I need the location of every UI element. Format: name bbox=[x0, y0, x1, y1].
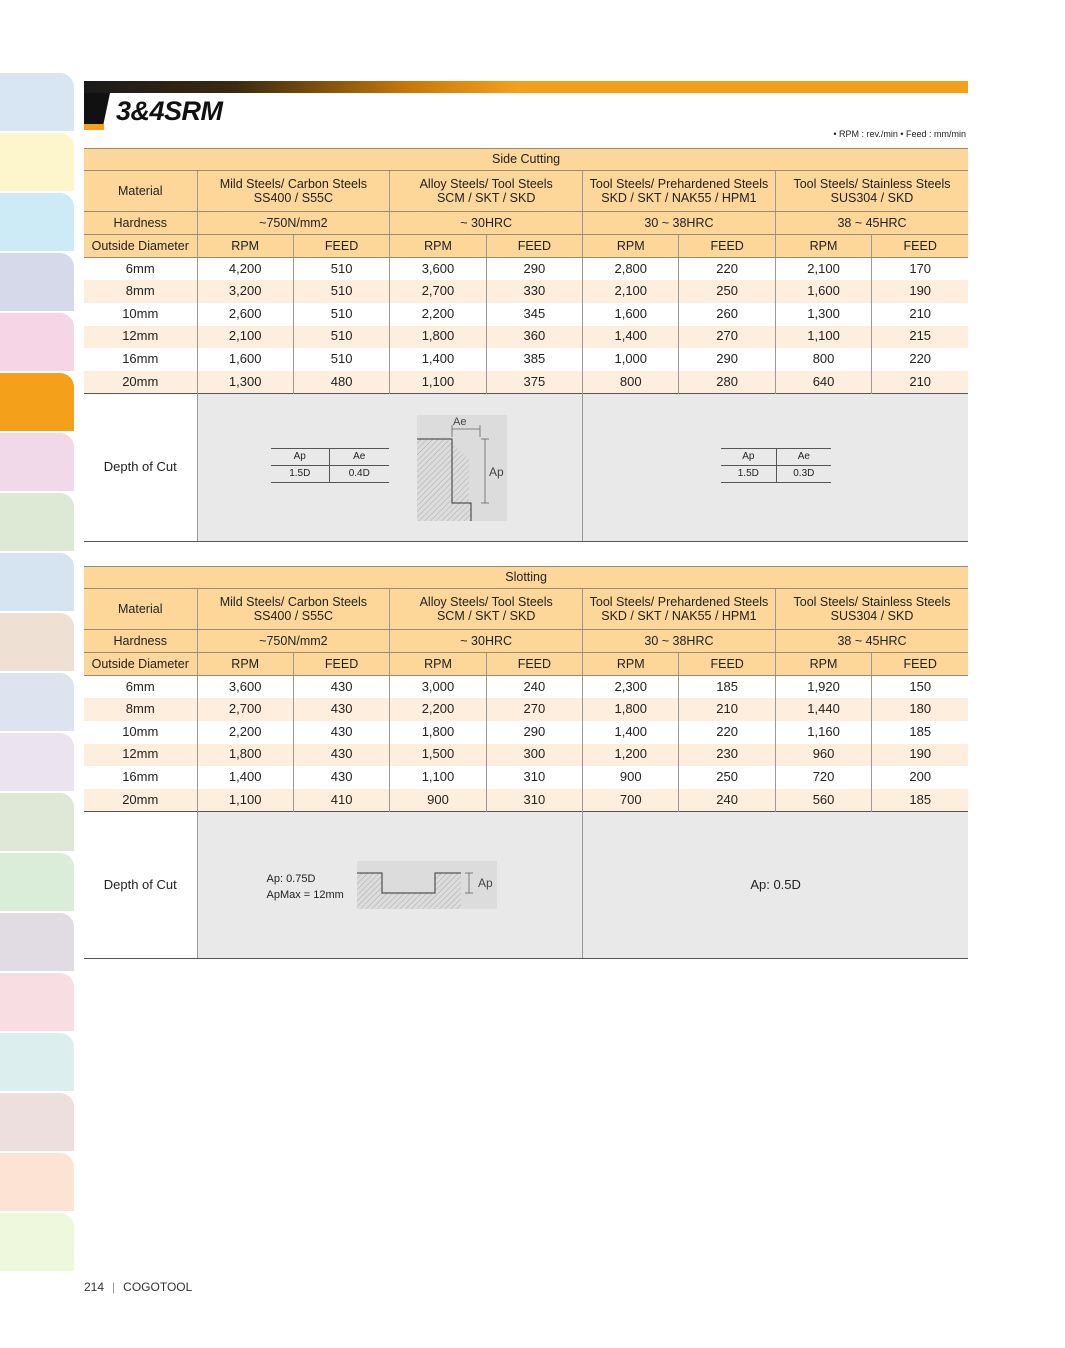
page-footer bbox=[84, 1280, 192, 1294]
depth-of-cut-table bbox=[721, 448, 831, 483]
feed-cell: 180 bbox=[872, 698, 968, 721]
rpm-cell: 4,200 bbox=[197, 258, 293, 281]
hardness-value: 38 ~ 45HRC bbox=[775, 212, 968, 235]
feed-cell: 190 bbox=[872, 744, 968, 767]
rpm-cell: 3,600 bbox=[390, 258, 486, 281]
diameter-cell: 20mm bbox=[84, 371, 197, 394]
feed-cell: 430 bbox=[293, 721, 389, 744]
material-grade: SCM / SKT / SKD bbox=[436, 191, 536, 205]
diameter-cell: 12mm bbox=[84, 326, 197, 349]
material-grade: SS400 / S55C bbox=[253, 191, 333, 205]
rpm-cell: 1,400 bbox=[197, 766, 293, 789]
ae-header: Ae bbox=[330, 449, 389, 466]
footer-separator: | bbox=[112, 1280, 116, 1294]
rpm-cell: 2,200 bbox=[390, 303, 486, 326]
page-number: 214 bbox=[84, 1280, 105, 1294]
table-row bbox=[84, 676, 968, 699]
units-note: • RPM : rev./min • Feed : mm/min bbox=[833, 129, 966, 139]
table-row bbox=[84, 744, 968, 767]
table-row bbox=[84, 789, 968, 812]
feed-cell: 170 bbox=[872, 258, 968, 281]
material-header bbox=[775, 171, 968, 212]
rpm-header: RPM bbox=[775, 653, 871, 676]
rpm-header: RPM bbox=[390, 653, 486, 676]
feed-cell: 280 bbox=[679, 371, 775, 394]
rpm-cell: 560 bbox=[775, 789, 871, 812]
ap-diagram-label: Ap bbox=[477, 876, 493, 891]
feed-cell: 310 bbox=[486, 789, 582, 812]
material-header bbox=[197, 171, 390, 212]
table-row bbox=[84, 721, 968, 744]
feed-cell: 215 bbox=[872, 326, 968, 349]
rpm-cell: 2,100 bbox=[775, 258, 871, 281]
hardness-value: ~750N/mm2 bbox=[197, 630, 390, 653]
material-header bbox=[775, 589, 968, 630]
feed-cell: 430 bbox=[293, 744, 389, 767]
ap-max-value: ApMax = 12mm bbox=[266, 888, 344, 901]
rpm-cell: 1,440 bbox=[775, 698, 871, 721]
table-row bbox=[84, 371, 968, 394]
rpm-cell: 2,100 bbox=[583, 280, 679, 303]
rpm-header: RPM bbox=[390, 235, 486, 258]
rpm-cell: 1,160 bbox=[775, 721, 871, 744]
diameter-cell: 8mm bbox=[84, 280, 197, 303]
header-bar bbox=[84, 81, 518, 93]
ap-value: 1.5D bbox=[721, 466, 776, 483]
header-bar-accent bbox=[518, 81, 968, 93]
feed-cell: 385 bbox=[486, 348, 582, 371]
ae-diagram-label: Ae bbox=[452, 416, 466, 429]
rpm-cell: 1,600 bbox=[583, 303, 679, 326]
feed-cell: 300 bbox=[486, 744, 582, 767]
rpm-cell: 1,800 bbox=[583, 698, 679, 721]
hardness-label: Hardness bbox=[84, 630, 197, 653]
outside-diameter-label: Outside Diameter bbox=[84, 235, 197, 258]
slot-diagram bbox=[357, 861, 497, 909]
rpm-cell: 900 bbox=[390, 789, 486, 812]
rpm-cell: 2,700 bbox=[197, 698, 293, 721]
page-title: 3&4SRM bbox=[116, 96, 223, 126]
feed-cell: 250 bbox=[679, 766, 775, 789]
side-tab-6[interactable] bbox=[0, 373, 74, 431]
feed-cell: 310 bbox=[486, 766, 582, 789]
depth-of-cut-left bbox=[197, 394, 583, 542]
rpm-cell: 2,200 bbox=[197, 721, 293, 744]
feed-cell: 480 bbox=[293, 371, 389, 394]
material-name: Tool Steels/ Stainless Steels bbox=[793, 176, 951, 191]
feed-cell: 220 bbox=[679, 721, 775, 744]
material-header bbox=[390, 589, 583, 630]
table-row bbox=[84, 258, 968, 281]
feed-cell: 250 bbox=[679, 280, 775, 303]
feed-cell: 190 bbox=[872, 280, 968, 303]
hardness-value: ~750N/mm2 bbox=[197, 212, 390, 235]
material-name: Tool Steels/ Stainless Steels bbox=[793, 594, 951, 609]
feed-cell: 345 bbox=[486, 303, 582, 326]
rpm-cell: 800 bbox=[583, 371, 679, 394]
outside-diameter-label: Outside Diameter bbox=[84, 653, 197, 676]
feed-cell: 230 bbox=[679, 744, 775, 767]
rpm-header: RPM bbox=[197, 235, 293, 258]
rpm-header: RPM bbox=[583, 653, 679, 676]
rpm-cell: 2,600 bbox=[197, 303, 293, 326]
section-title: Side Cutting bbox=[84, 149, 968, 171]
rpm-cell: 2,800 bbox=[583, 258, 679, 281]
ap-value: Ap: 0.75D bbox=[266, 873, 316, 886]
feed-cell: 210 bbox=[872, 303, 968, 326]
material-name: Tool Steels/ Prehardened Steels bbox=[589, 176, 769, 191]
feed-cell: 240 bbox=[486, 676, 582, 699]
feed-cell: 290 bbox=[486, 258, 582, 281]
table-row bbox=[84, 326, 968, 349]
side-tab-18[interactable] bbox=[0, 1093, 74, 1151]
side-tab-14[interactable] bbox=[0, 853, 74, 911]
table-row bbox=[84, 698, 968, 721]
feed-cell: 185 bbox=[872, 721, 968, 744]
feed-cell: 240 bbox=[679, 789, 775, 812]
material-header bbox=[583, 589, 776, 630]
rpm-cell: 1,400 bbox=[583, 721, 679, 744]
feed-cell: 200 bbox=[872, 766, 968, 789]
hardness-value: 30 ~ 38HRC bbox=[583, 212, 776, 235]
rpm-cell: 1,300 bbox=[197, 371, 293, 394]
rpm-cell: 1,000 bbox=[583, 348, 679, 371]
feed-header: FEED bbox=[486, 653, 582, 676]
feed-cell: 210 bbox=[872, 371, 968, 394]
rpm-cell: 1,600 bbox=[775, 280, 871, 303]
diameter-cell: 10mm bbox=[122, 723, 159, 739]
material-header bbox=[197, 589, 390, 630]
feed-cell: 260 bbox=[679, 303, 775, 326]
hardness-value: 38 ~ 45HRC bbox=[775, 630, 968, 653]
material-grade: SUS304 / SKD bbox=[830, 609, 914, 623]
rpm-cell: 1,100 bbox=[390, 766, 486, 789]
side-tab-8[interactable] bbox=[0, 493, 74, 551]
material-header bbox=[583, 171, 776, 212]
rpm-cell: 1,300 bbox=[775, 303, 871, 326]
hardness-value: ~ 30HRC bbox=[390, 630, 583, 653]
feed-cell: 150 bbox=[872, 676, 968, 699]
hardness-label: Hardness bbox=[84, 212, 197, 235]
ae-value: 0.4D bbox=[330, 466, 389, 483]
side-tab-strip bbox=[0, 73, 74, 1273]
hardness-value: 30 ~ 38HRC bbox=[583, 630, 776, 653]
feed-cell: 510 bbox=[293, 326, 389, 349]
side-tab-19[interactable] bbox=[0, 1153, 74, 1211]
table-row bbox=[84, 348, 968, 371]
side-tab-13[interactable] bbox=[0, 793, 74, 851]
feed-cell: 185 bbox=[872, 789, 968, 812]
rpm-cell: 2,700 bbox=[390, 280, 486, 303]
side-tab-7[interactable] bbox=[0, 433, 74, 491]
rpm-cell: 1,800 bbox=[197, 744, 293, 767]
feed-cell: 290 bbox=[486, 721, 582, 744]
diameter-cell: 16mm bbox=[122, 769, 159, 785]
side-tab-11[interactable] bbox=[0, 673, 74, 731]
feed-cell: 430 bbox=[293, 676, 389, 699]
rpm-cell: 1,600 bbox=[197, 348, 293, 371]
rpm-cell: 960 bbox=[775, 744, 871, 767]
material-name: Tool Steels/ Prehardened Steels bbox=[589, 594, 769, 609]
title-marker-accent bbox=[84, 124, 104, 130]
side-tab-10[interactable] bbox=[0, 613, 74, 671]
rpm-cell: 1,200 bbox=[583, 744, 679, 767]
side-cut-diagram bbox=[417, 415, 507, 521]
material-name: Mild Steels/ Carbon Steels bbox=[219, 176, 368, 191]
ap-value: 1.5D bbox=[271, 466, 330, 483]
rpm-cell: 1,920 bbox=[775, 676, 871, 699]
side-tab-1[interactable] bbox=[0, 73, 74, 131]
feed-cell: 185 bbox=[679, 676, 775, 699]
rpm-cell: 1,500 bbox=[390, 744, 486, 767]
depth-of-cut-right bbox=[583, 394, 969, 542]
material-grade: SUS304 / SKD bbox=[830, 191, 914, 205]
rpm-cell: 1,100 bbox=[390, 371, 486, 394]
feed-header: FEED bbox=[679, 653, 775, 676]
feed-header: FEED bbox=[872, 653, 968, 676]
rpm-cell: 1,400 bbox=[583, 326, 679, 349]
feed-header: FEED bbox=[872, 235, 968, 258]
rpm-cell: 640 bbox=[775, 371, 871, 394]
rpm-header: RPM bbox=[197, 653, 293, 676]
side-tab-20[interactable] bbox=[0, 1213, 74, 1271]
material-name: Mild Steels/ Carbon Steels bbox=[219, 594, 368, 609]
feed-cell: 270 bbox=[679, 326, 775, 349]
ap-diagram-label: Ap bbox=[488, 465, 504, 480]
ae-value: 0.3D bbox=[776, 466, 831, 483]
rpm-cell: 3,600 bbox=[197, 676, 293, 699]
feed-cell: 270 bbox=[486, 698, 582, 721]
table-row bbox=[84, 280, 968, 303]
side-tab-2[interactable] bbox=[0, 133, 74, 191]
rpm-cell: 700 bbox=[583, 789, 679, 812]
side-tab-3[interactable] bbox=[0, 193, 74, 251]
feed-cell: 430 bbox=[293, 766, 389, 789]
section-title: Slotting bbox=[84, 567, 968, 589]
rpm-cell: 900 bbox=[583, 766, 679, 789]
material-name: Alloy Steels/ Tool Steels bbox=[419, 594, 553, 609]
feed-cell: 510 bbox=[293, 280, 389, 303]
diameter-cell: 16mm bbox=[122, 351, 159, 367]
hardness-value: ~ 30HRC bbox=[390, 212, 583, 235]
diameter-cell: 6mm bbox=[125, 260, 155, 276]
ap-header: Ap bbox=[271, 449, 330, 466]
rpm-cell: 1,800 bbox=[390, 326, 486, 349]
diameter-cell: 8mm bbox=[84, 698, 197, 721]
depth-of-cut-table bbox=[271, 448, 389, 483]
rpm-cell: 800 bbox=[775, 348, 871, 371]
side-cutting-table bbox=[84, 148, 968, 542]
feed-cell: 290 bbox=[679, 348, 775, 371]
rpm-cell: 3,200 bbox=[197, 280, 293, 303]
side-tab-17[interactable] bbox=[0, 1033, 74, 1091]
slotting-table bbox=[84, 566, 968, 959]
depth-of-cut-left bbox=[197, 812, 583, 959]
rpm-cell: 2,300 bbox=[583, 676, 679, 699]
table-row bbox=[84, 303, 968, 326]
feed-cell: 220 bbox=[872, 348, 968, 371]
diameter-cell: 6mm bbox=[125, 678, 155, 694]
feed-header: FEED bbox=[293, 235, 389, 258]
feed-cell: 220 bbox=[679, 258, 775, 281]
diameter-cell: 12mm bbox=[84, 744, 197, 767]
feed-cell: 510 bbox=[293, 348, 389, 371]
rpm-header: RPM bbox=[583, 235, 679, 258]
depth-of-cut-right: Ap: 0.5D bbox=[583, 812, 969, 959]
diameter-cell: 10mm bbox=[122, 305, 159, 321]
material-name: Alloy Steels/ Tool Steels bbox=[419, 176, 553, 191]
side-tab-15[interactable] bbox=[0, 913, 74, 971]
material-grade: SCM / SKT / SKD bbox=[436, 609, 536, 623]
side-tab-5[interactable] bbox=[0, 313, 74, 371]
side-tab-4[interactable] bbox=[0, 253, 74, 311]
feed-header: FEED bbox=[293, 653, 389, 676]
feed-cell: 360 bbox=[486, 326, 582, 349]
feed-cell: 210 bbox=[679, 698, 775, 721]
material-header bbox=[390, 171, 583, 212]
material-grade: SKD / SKT / NAK55 / HPM1 bbox=[601, 609, 757, 623]
depth-of-cut-label: Depth of Cut bbox=[84, 812, 197, 959]
feed-cell: 430 bbox=[293, 698, 389, 721]
feed-cell: 330 bbox=[486, 280, 582, 303]
feed-cell: 375 bbox=[486, 371, 582, 394]
side-tab-9[interactable] bbox=[0, 553, 74, 611]
rpm-header: RPM bbox=[775, 235, 871, 258]
footer-brand: COGOTOOL bbox=[123, 1280, 193, 1294]
ap-header: Ap bbox=[721, 449, 776, 466]
rpm-cell: 1,100 bbox=[197, 789, 293, 812]
depth-of-cut-label: Depth of Cut bbox=[84, 394, 197, 542]
feed-cell: 410 bbox=[293, 789, 389, 812]
rpm-cell: 3,000 bbox=[390, 676, 486, 699]
rpm-cell: 1,100 bbox=[775, 326, 871, 349]
rpm-cell: 720 bbox=[775, 766, 871, 789]
feed-cell: 510 bbox=[293, 258, 389, 281]
rpm-cell: 1,400 bbox=[390, 348, 486, 371]
rpm-cell: 2,100 bbox=[197, 326, 293, 349]
diameter-cell: 20mm bbox=[84, 789, 197, 812]
feed-header: FEED bbox=[486, 235, 582, 258]
feed-cell: 510 bbox=[293, 303, 389, 326]
rpm-cell: 1,800 bbox=[390, 721, 486, 744]
table-row bbox=[84, 766, 968, 789]
material-label: Material bbox=[84, 171, 197, 212]
rpm-cell: 2,200 bbox=[390, 698, 486, 721]
feed-header: FEED bbox=[679, 235, 775, 258]
side-tab-12[interactable] bbox=[0, 733, 74, 791]
ae-header: Ae bbox=[776, 449, 831, 466]
material-label: Material bbox=[84, 589, 197, 630]
material-grade: SKD / SKT / NAK55 / HPM1 bbox=[601, 191, 757, 205]
material-grade: SS400 / S55C bbox=[253, 609, 333, 623]
side-tab-16[interactable] bbox=[0, 973, 74, 1031]
